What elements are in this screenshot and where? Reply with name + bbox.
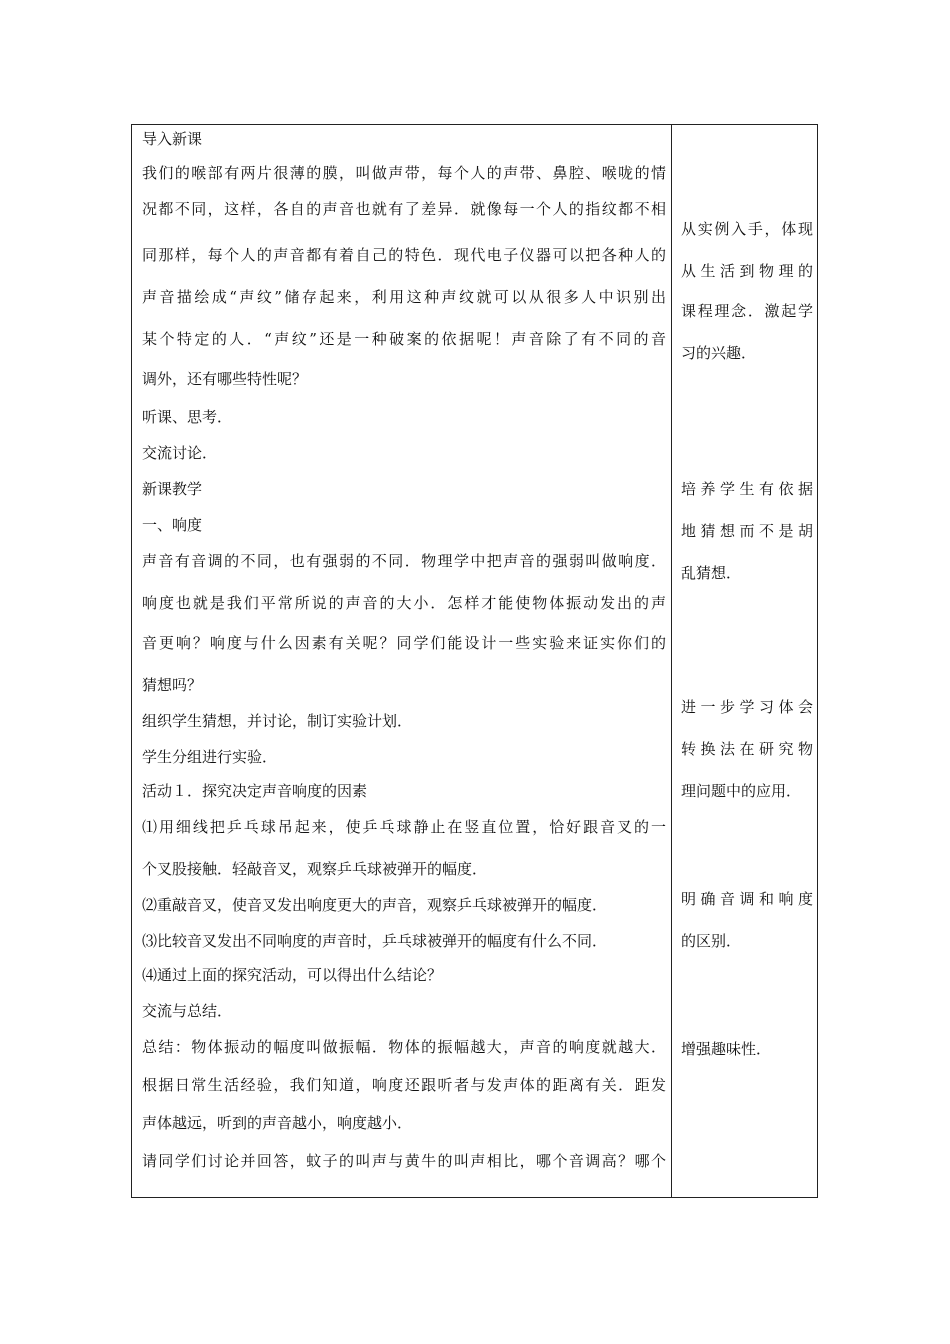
paragraph-line: 学生分组进行实验． [142,748,278,766]
paragraph-line: 响度也就是我们平常所说的声音的大小．怎样才能使物体振动发出的声 [142,594,666,612]
note-line: 培养学生有依据 [681,480,813,498]
paragraph-line: 请同学们讨论并回答，蚊子的叫声与黄牛的叫声相比，哪个音调高？哪个 [142,1152,666,1170]
paragraph-line: 声体越远，听到的声音越小，响度越小． [142,1114,413,1132]
note-line: 转换法在研究物 [681,740,813,758]
step-line: ⑶比较音叉发出不同响度的声音时，乒乓球被弹开的幅度有什么不同． [142,932,608,950]
note-line: 乱猜想． [681,564,742,582]
paragraph-line: 交流讨论． [142,444,218,462]
note-line: 进一步学习体会 [681,698,813,716]
note-line: 从生活到物理的 [681,262,813,280]
paragraph-line: 猜想吗？ [142,676,203,694]
note-line: 习的兴趣． [681,344,757,362]
paragraph-line: 声音描绘成“声纹”储存起来，利用这种声纹就可以从很多人中识别出 [142,288,666,306]
note-line: 增强趣味性． [681,1040,772,1058]
step-line: 个叉股接触．轻敲音叉，观察乒乓球被弹开的幅度． [142,860,488,878]
note-line: 地猜想而不是胡 [681,522,813,540]
subheading-loudness: 一、响度 [142,516,203,534]
paragraph-line: 我们的喉部有两片很薄的膜，叫做声带，每个人的声带、鼻腔、喉咙的情 [142,164,666,182]
paragraph-line: 声音有音调的不同，也有强弱的不同．物理学中把声音的强弱叫做响度． [142,552,666,570]
paragraph-line: 组织学生猜想，并讨论，制订实验计划． [142,712,413,730]
note-line: 课程理念．激起学 [681,302,813,320]
note-line: 的区别． [681,932,742,950]
paragraph-line: 某个特定的人．“声纹”还是一种破案的依据呢！声音除了有不同的音 [142,330,666,348]
step-line: ⑴用细线把乒乓球吊起来，使乒乓球静止在竖直位置，恰好跟音叉的一 [142,818,666,836]
lesson-plan-table [131,124,818,1198]
step-line: ⑷通过上面的探究活动，可以得出什么结论？ [142,966,443,984]
paragraph-line: 同那样，每个人的声音都有着自己的特色．现代电子仪器可以把各种人的 [142,246,666,264]
paragraph-line: 况都不同，这样，各自的声音也就有了差异．就像每一个人的指纹都不相 [142,200,666,218]
section-heading-new-lesson: 新课教学 [142,480,203,498]
paragraph-line: 总结：物体振动的幅度叫做振幅．物体的振幅越大，声音的响度就越大． [142,1038,666,1056]
section-heading-intro: 导入新课 [142,130,203,148]
paragraph-line: 交流与总结． [142,1002,233,1020]
paragraph-line: 根据日常生活经验，我们知道，响度还跟听者与发声体的距离有关．距发 [142,1076,666,1094]
note-line: 明确音调和响度 [681,890,813,908]
step-line: ⑵重敲音叉，使音叉发出响度更大的声音，观察乒乓球被弹开的幅度． [142,896,608,914]
column-divider [671,125,672,1197]
note-line: 理问题中的应用． [681,782,802,800]
activity-heading: 活动１．探究决定声音响度的因素 [142,782,368,800]
note-line: 从实例入手，体现 [681,220,813,238]
paragraph-line: 音更响？响度与什么因素有关呢？同学们能设计一些实验来证实你们的 [142,634,666,652]
paragraph-line: 听课、思考． [142,408,233,426]
paragraph-line: 调外，还有哪些特性呢？ [142,370,308,388]
